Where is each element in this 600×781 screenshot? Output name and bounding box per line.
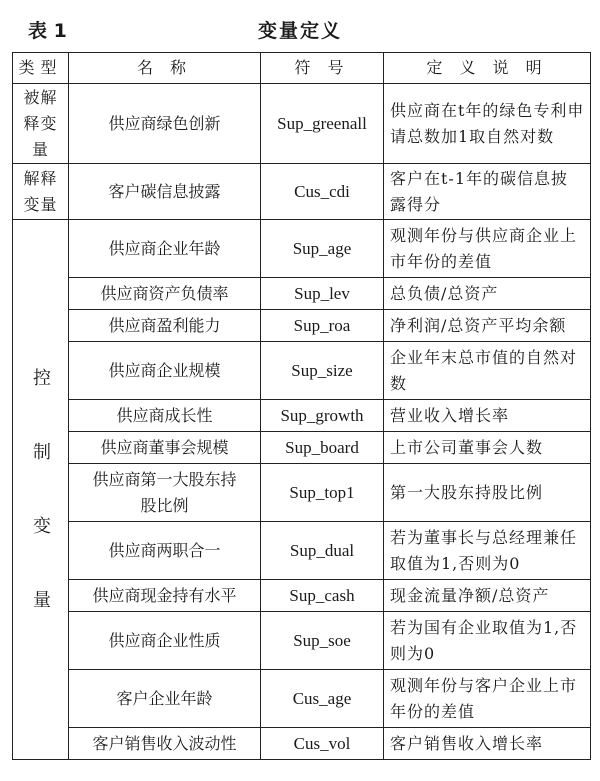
table-number: 表 1: [28, 20, 67, 42]
variable-name: 供应商企业性质: [69, 612, 261, 670]
variable-name: 供应商绿色创新: [69, 84, 261, 164]
variable-definition-table: [12, 52, 591, 760]
table-row: [13, 310, 591, 342]
table-row: [13, 670, 591, 728]
variable-symbol: Sup_cash: [261, 580, 384, 612]
table-row: [13, 342, 591, 400]
table-row: [13, 278, 591, 310]
variable-symbol: Sup_greenall: [261, 84, 384, 164]
variable-definition: 企业年末总市值的自然对数: [384, 342, 591, 400]
variable-name: 供应商成长性: [69, 400, 261, 432]
variable-symbol: Sup_board: [261, 432, 384, 464]
variable-definition: 若为国有企业取值为1,否则为0: [384, 612, 591, 670]
variable-symbol: Sup_growth: [261, 400, 384, 432]
variable-name: 供应商现金持有水平: [69, 580, 261, 612]
variable-name: 供应商企业规模: [69, 342, 261, 400]
variable-symbol: Sup_dual: [261, 522, 384, 580]
variable-definition: 总负债/总资产: [384, 278, 591, 310]
table-row: [13, 728, 591, 760]
variable-definition: 第一大股东持股比例: [384, 464, 591, 522]
variable-name: 客户企业年龄: [69, 670, 261, 728]
variable-symbol: Sup_size: [261, 342, 384, 400]
variable-name: 供应商企业年龄: [69, 220, 261, 278]
variable-definition: 若为董事长与总经理兼任取值为1,否则为0: [384, 522, 591, 580]
table-row: [13, 612, 591, 670]
variable-symbol: Sup_lev: [261, 278, 384, 310]
table-title: 变量定义: [257, 20, 342, 42]
variable-definition: 观测年份与客户企业上市年份的差值: [384, 670, 591, 728]
group-explained: 被解释变量: [13, 84, 69, 164]
table-caption: [0, 10, 600, 46]
variable-name: 供应商第一大股东持股比例: [69, 464, 261, 522]
variable-symbol: Sup_top1: [261, 464, 384, 522]
header-name: 名 称: [69, 53, 261, 84]
variable-name: 供应商资产负债率: [69, 278, 261, 310]
group-explanatory: 解释变量: [13, 164, 69, 220]
variable-symbol: Sup_roa: [261, 310, 384, 342]
table-row: [13, 464, 591, 522]
table-row: [13, 220, 591, 278]
variable-symbol: Cus_age: [261, 670, 384, 728]
header-symbol: 符 号: [261, 53, 384, 84]
variable-symbol: Cus_cdi: [261, 164, 384, 220]
table-row: [13, 400, 591, 432]
variable-definition: 营业收入增长率: [384, 400, 591, 432]
variable-definition: 上市公司董事会人数: [384, 432, 591, 464]
table-header-row: [13, 53, 591, 84]
variable-definition: 客户销售收入增长率: [384, 728, 591, 760]
variable-name: 客户销售收入波动性: [69, 728, 261, 760]
table-row: [13, 432, 591, 464]
header-definition: 定 义 说 明: [384, 53, 591, 84]
table-row: [13, 164, 591, 220]
variable-symbol: Sup_soe: [261, 612, 384, 670]
header-type: 类型: [13, 53, 69, 84]
variable-name: 供应商盈利能力: [69, 310, 261, 342]
variable-name: 客户碳信息披露: [69, 164, 261, 220]
variable-definition: 现金流量净额/总资产: [384, 580, 591, 612]
variable-definition: 净利润/总资产平均余额: [384, 310, 591, 342]
variable-symbol: Sup_age: [261, 220, 384, 278]
group-control: 控制变量: [13, 220, 69, 760]
table-row: [13, 522, 591, 580]
variable-definition: 观测年份与供应商企业上市年份的差值: [384, 220, 591, 278]
variable-definition: 客户在t-1年的碳信息披露得分: [384, 164, 591, 220]
table-row: [13, 580, 591, 612]
variable-definition: 供应商在t年的绿色专利申请总数加1取自然对数: [384, 84, 591, 164]
variable-name: 供应商董事会规模: [69, 432, 261, 464]
table-row: [13, 84, 591, 164]
variable-name: 供应商两职合一: [69, 522, 261, 580]
variable-symbol: Cus_vol: [261, 728, 384, 760]
